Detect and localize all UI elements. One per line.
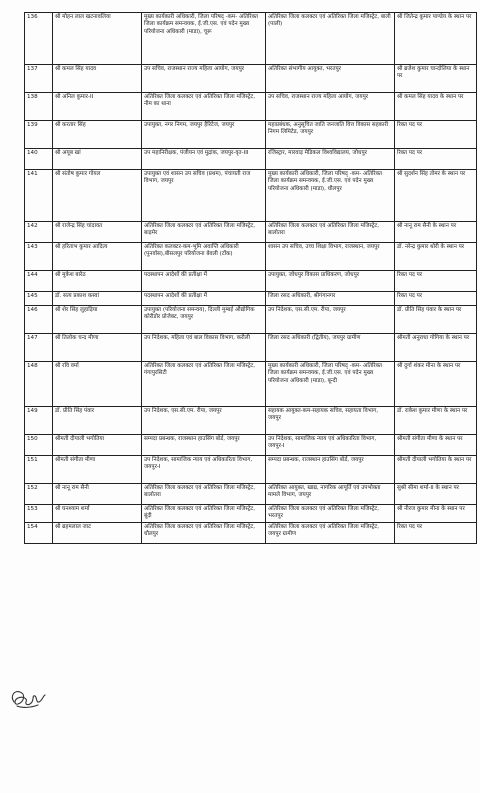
officer-name-cell: श्री संतोष कुमार गोयल	[53, 170, 142, 222]
officer-name-cell: श्री कमल सिंह यादव	[53, 65, 142, 93]
serial-number-cell: 141	[25, 170, 53, 222]
serial-number-cell: 151	[25, 456, 53, 484]
serial-number-cell: 147	[25, 334, 53, 362]
serial-number-cell: 139	[25, 121, 53, 149]
serial-number-cell: 137	[25, 65, 53, 93]
table-row	[25, 362, 477, 407]
new-posting-cell: उपायुक्त, जोधपुर विकास प्राधिकरण, जोधपुर	[266, 271, 395, 292]
table-row	[25, 334, 477, 362]
table-row	[25, 456, 477, 484]
vacancy-note-cell: सुश्री सीमा शर्मा-II के स्थान पर	[395, 484, 477, 505]
current-posting-cell: उप सचिव, राजस्थान राज्य महिला आयोग, जयपुर	[142, 65, 266, 93]
officer-name-cell: श्रीमती संगीता मीणा	[53, 456, 142, 484]
current-posting-cell: उप निदेशक, एस.सी.एम. रीपा, जयपुर	[142, 407, 266, 435]
current-posting-cell: उपायुक्त, नगर निगम, जयपुर हैरिटेज, जयपुर	[142, 121, 266, 149]
signature	[8, 686, 48, 712]
vacancy-note-cell: श्रीमती संगीता मीणा के स्थान पर	[395, 435, 477, 456]
officer-name-cell: श्रीमती दीपाली भगोतिया	[53, 435, 142, 456]
officer-name-cell: श्री ब्रहमलाल जाट	[53, 522, 142, 543]
officer-name-cell: श्री घनश्याम शर्मा	[53, 505, 142, 523]
serial-number-cell: 148	[25, 362, 53, 407]
new-posting-cell: अतिरिक्त जिला कलक्टर एवं अतिरिक्त जिला मजिस्ट्रेट, बालोतरा	[266, 222, 395, 243]
new-posting-cell: अतिरिक्त जिला कलक्टर एवं अतिरिक्त जिला मजिस्ट्रेट, जयपुर ग्रामीण	[266, 522, 395, 543]
current-posting-cell: मुख्य कार्यकारी अधिकारी, जिला परिषद् -कम- अतिरिक्त जिला कार्यक्रम समन्वयक, ई.जी.एस. एवं पदेन मुख्य परियोजना अधिकारी (माडा), चूरू	[142, 13, 266, 65]
vacancy-note-cell: डॉ. प्रीति सिंह पंवार के स्थान पर	[395, 306, 477, 334]
officer-name-cell: श्री शेर सिंह लुहाड़िया	[53, 306, 142, 334]
vacancy-note-cell: श्रीमती अनुराधा गोगिया के स्थान पर	[395, 334, 477, 362]
vacancy-note-cell: रिक्त पद पर	[395, 121, 477, 149]
current-posting-cell: उप निदेशक, सामाजिक न्याय एवं अधिकारिता विभाग, जयपुर-I	[142, 456, 266, 484]
officer-name-cell: श्री मोहन लाल खटनावलिया	[53, 13, 142, 65]
serial-number-cell: 150	[25, 435, 53, 456]
current-posting-cell: अतिरिक्त जिला कलक्टर एवं अतिरिक्त जिला मजिस्ट्रेट, गंगापुरसिटी	[142, 362, 266, 407]
new-posting-cell: उप निदेशक, एस.सी.एम. रीपा, जयपुर	[266, 306, 395, 334]
vacancy-note-cell: रिक्त पद पर	[395, 271, 477, 292]
transfer-table	[24, 12, 477, 544]
table-row	[25, 222, 477, 243]
current-posting-cell: उपायुक्त एवं शासन उप सचिव (प्रथम), पंचायती राज विभाग, जयपुर	[142, 170, 266, 222]
table-row	[25, 435, 477, 456]
table-row	[25, 407, 477, 435]
current-posting-cell: अतिरिक्त जिला कलक्टर एवं अतिरिक्त जिला मजिस्ट्रेट, धौलपुर	[142, 522, 266, 543]
serial-number-cell: 149	[25, 407, 53, 435]
officer-name-cell: श्री राजेन्द्र सिंह चांदावत	[53, 222, 142, 243]
officer-name-cell: श्री हरिताभ कुमार आदित्य	[53, 243, 142, 271]
vacancy-note-cell: श्रीमती दीपाली भगोतिया के स्थान पर	[395, 456, 477, 484]
current-posting-cell: पदस्थापन आदेशों की प्रतीक्षा में	[142, 271, 266, 292]
officer-name-cell: श्री करतार सिंह	[53, 121, 142, 149]
vacancy-note-cell: डॉ. राकेश कुमार मीणा के स्थान पर	[395, 407, 477, 435]
new-posting-cell: उप निदेशक, सामाजिक न्याय एवं अधिकारिता विभाग, जयपुर-I	[266, 435, 395, 456]
new-posting-cell: शासन उप सचिव, उच्च शिक्षा विभाग, राजस्थान, जयपुर	[266, 243, 395, 271]
table-row	[25, 13, 477, 65]
serial-number-cell: 138	[25, 93, 53, 121]
vacancy-note-cell: श्री ब्रजेश कुमार चान्दोलिया के स्थान पर	[395, 65, 477, 93]
table-row	[25, 243, 477, 271]
vacancy-note-cell: रिक्त पद पर	[395, 292, 477, 306]
new-posting-cell: मुख्य कार्यकारी अधिकारी, जिला परिषद् -कम- अतिरिक्त जिला कार्यक्रम समन्वयक, ई.जी.एस. एवं पदेन मुख्य परियोजना अधिकारी (माडा), धौलपुर	[266, 170, 395, 222]
table-row	[25, 522, 477, 543]
table-row	[25, 505, 477, 523]
serial-number-cell: 140	[25, 149, 53, 170]
current-posting-cell: अतिरिक्त जिला कलक्टर एवं अतिरिक्त जिला मजिस्ट्रेट, बाड़मेर	[142, 222, 266, 243]
serial-number-cell: 153	[25, 505, 53, 523]
officer-name-cell: श्री नानू राम सैनी	[53, 484, 142, 505]
new-posting-cell: अतिरिक्त आयुक्त, खाद्य, नागरिक आपूर्ति एवं उपभोक्ता मामले विभाग, जयपुर	[266, 484, 395, 505]
table-row	[25, 121, 477, 149]
serial-number-cell: 142	[25, 222, 53, 243]
officer-name-cell: श्री तिलोक चन्द मीणा	[53, 334, 142, 362]
table-row	[25, 306, 477, 334]
transfer-table-body	[25, 13, 477, 544]
table-row	[25, 170, 477, 222]
new-posting-cell: उप सचिव, राजस्थान राज्य महिला आयोग, जयपुर	[266, 93, 395, 121]
current-posting-cell: अतिरिक्त कलक्टर-कम-भूमि अवाप्ति अधिकारी (पुनर्वास),बीसलपुर परियोजना बेवली (टोंक)	[142, 243, 266, 271]
officer-name-cell: श्री मुकेश बारेठ	[53, 271, 142, 292]
serial-number-cell: 146	[25, 306, 53, 334]
officer-name-cell: श्री रवि वर्मा	[53, 362, 142, 407]
table-row	[25, 292, 477, 306]
table-row	[25, 271, 477, 292]
vacancy-note-cell: श्री जितेन्द्र कुमार पाण्डेय के स्थान पर	[395, 13, 477, 65]
serial-number-cell: 145	[25, 292, 53, 306]
vacancy-note-cell: श्री दुर्गा शंकर मीना के स्थान पर	[395, 362, 477, 407]
new-posting-cell: अतिरिक्त संभागीय आयुक्त, भरतपुर	[266, 65, 395, 93]
serial-number-cell: 154	[25, 522, 53, 543]
new-posting-cell: सम्पदा प्रबन्धक, राजस्थान हाउसिंग बोर्ड, जयपुर	[266, 456, 395, 484]
vacancy-note-cell: डॉ. नरेन्द्र कुमार थोरी के स्थान पर	[395, 243, 477, 271]
new-posting-cell: सहायक आयुक्त-कम-सहायक सचिव, सहायता विभाग, जयपुर	[266, 407, 395, 435]
vacancy-note-cell: रिक्त पद पर	[395, 149, 477, 170]
new-posting-cell: महाप्रबंधक, अनुसूचित जाति जनजाति वित्त विकास सहकारी निगम लिमिटेड, जयपुर	[266, 121, 395, 149]
serial-number-cell: 143	[25, 243, 53, 271]
new-posting-cell: जिला रसद अधिकारी (द्वितीय), जयपुर ग्रामीण	[266, 334, 395, 362]
serial-number-cell: 152	[25, 484, 53, 505]
vacancy-note-cell: रिक्त पद पर	[395, 522, 477, 543]
officer-name-cell: श्री अनिल कुमार-II	[53, 93, 142, 121]
current-posting-cell: अतिरिक्त जिला कलक्टर एवं अतिरिक्त जिला मजिस्ट्रेट, बालोतरा	[142, 484, 266, 505]
current-posting-cell: सम्पदा प्रबन्धक, राजस्थान हाउसिंग बोर्ड, जयपुर	[142, 435, 266, 456]
new-posting-cell: मुख्य कार्यकारी अधिकारी, जिला परिषद् -कम- अतिरिक्त जिला कार्यक्रम समन्वयक, ई.जी.एस. एवं पदेन मुख्य परियोजना अधिकारी (माडा), बून्दी	[266, 362, 395, 407]
officer-name-cell: डॉ. सत्य प्रकाश कस्वां	[53, 292, 142, 306]
current-posting-cell: उपायुक्त (परियोजना समन्वय), दिल्ली मुम्बई औद्योगिक कोरीडोर प्रोजेक्ट, जयपुर	[142, 306, 266, 334]
current-posting-cell: अतिरिक्त जिला कलक्टर एवं अतिरिक्त जिला मजिस्ट्रेट, नीम का थाना	[142, 93, 266, 121]
vacancy-note-cell: श्री नीरज कुमार मीना के स्थान पर	[395, 505, 477, 523]
table-row	[25, 93, 477, 121]
serial-number-cell: 144	[25, 271, 53, 292]
new-posting-cell: अतिरिक्त जिला कलक्टर एवं अतिरिक्त जिला मजिस्ट्रेट, बाली (पाली)	[266, 13, 395, 65]
officer-name-cell: श्री अयूब खां	[53, 149, 142, 170]
table-row	[25, 65, 477, 93]
new-posting-cell: रजिस्ट्रार, मारवाड़ मेडिकल विश्वविद्यालय, जोधपुर	[266, 149, 395, 170]
serial-number-cell: 136	[25, 13, 53, 65]
vacancy-note-cell: श्री सुदर्शन सिंह तोमर के स्थान पर	[395, 170, 477, 222]
new-posting-cell: जिला रसद अधिकारी, श्रीगंगानगर	[266, 292, 395, 306]
current-posting-cell: उप निदेशक, महिला एवं बाल विकास विभाग, करौली	[142, 334, 266, 362]
table-row	[25, 149, 477, 170]
current-posting-cell: उप महानिरीक्षक, पंजीयन एवं मुद्रांक, जयपुर-वृत-III	[142, 149, 266, 170]
vacancy-note-cell: श्री कमल सिंह यादव के स्थान पर	[395, 93, 477, 121]
current-posting-cell: अतिरिक्त जिला कलक्टर एवं अतिरिक्त जिला मजिस्ट्रेट, बूंदी	[142, 505, 266, 523]
new-posting-cell: अतिरिक्त जिला कलक्टर एवं अतिरिक्त जिला मजिस्ट्रेट, भरतपुर	[266, 505, 395, 523]
table-row	[25, 484, 477, 505]
current-posting-cell: पदस्थापन आदेशों की प्रतीक्षा में	[142, 292, 266, 306]
vacancy-note-cell: श्री नानू राम सैनी के स्थान पर	[395, 222, 477, 243]
officer-name-cell: डॉ. प्रीति सिंह पंवार	[53, 407, 142, 435]
